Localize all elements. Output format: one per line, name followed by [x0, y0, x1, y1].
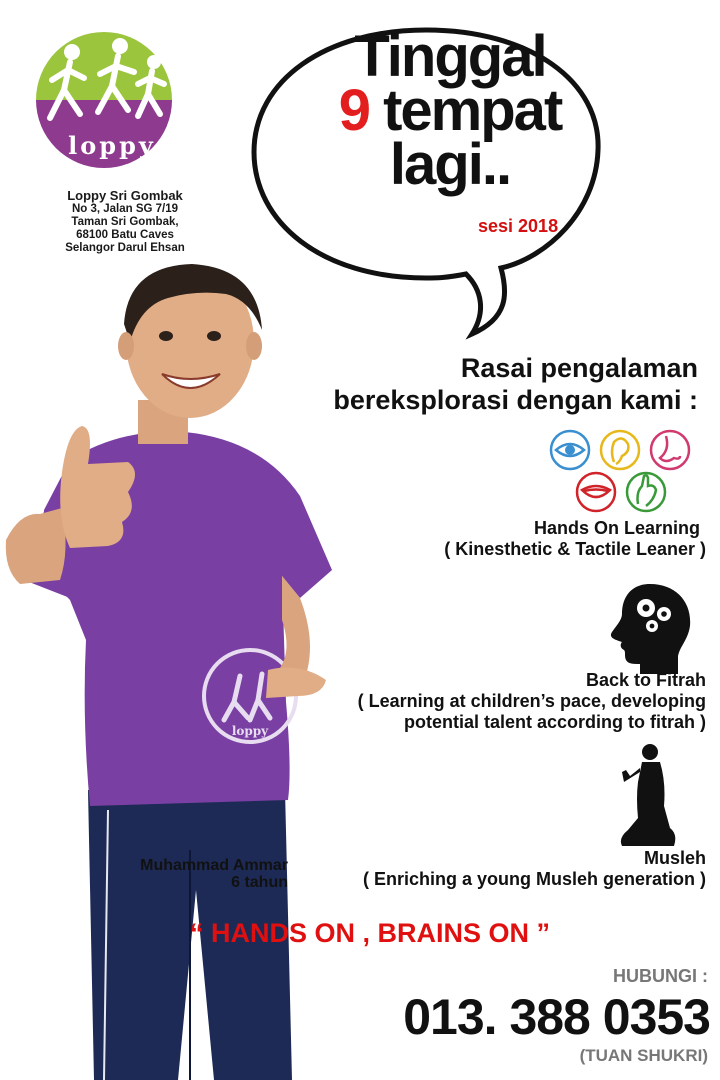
- places-word: tempat: [383, 78, 562, 143]
- phone-number[interactable]: 013. 388 0353: [403, 989, 710, 1045]
- bubble-line-1: Tinggal: [354, 24, 546, 89]
- address-line-3: 68100 Batu Caves: [76, 229, 174, 241]
- feature-title: Hands On Learning: [533, 518, 700, 538]
- child-caption: [104, 857, 288, 891]
- school-address: [40, 188, 210, 255]
- headline-line-2: bereksplorasi dengan kami :: [333, 385, 698, 415]
- shirt-logo-text: loppy: [231, 724, 269, 738]
- child-name: Muhammad Ammar: [140, 857, 288, 874]
- feature-description-line-1: ( Learning at children’s pace, developing: [357, 691, 706, 711]
- bubble-line-2: [300, 78, 600, 143]
- ear-icon: [601, 431, 639, 469]
- child-photo: [0, 250, 340, 1080]
- brain-gears-icon: [600, 580, 696, 676]
- headline-line-1: Rasai pengalaman: [460, 353, 698, 383]
- contact-label: HUBUNGI :: [613, 966, 708, 986]
- feature-title: Musleh: [643, 848, 706, 868]
- feature-hands-on-learning: [346, 518, 706, 560]
- session-label: sesi 2018: [478, 216, 559, 236]
- address-line-2: Taman Sri Gombak,: [71, 216, 179, 228]
- school-name: Loppy Sri Gombak: [67, 188, 183, 203]
- nose-icon: [651, 431, 689, 469]
- address-line-1: No 3, Jalan SG 7/19: [71, 203, 179, 215]
- loppy-logo: [24, 28, 184, 178]
- child-age: 6 tahun: [231, 874, 288, 891]
- places-left-count: 9: [338, 78, 369, 143]
- feature-description: ( Kinesthetic & Tactile Leaner ): [444, 539, 706, 559]
- slogan: “ HANDS ON , BRAINS ON ”: [189, 918, 551, 948]
- five-senses-icons: [548, 428, 708, 518]
- praying-man-icon: [608, 742, 680, 852]
- feature-description: ( Enriching a young Musleh generation ): [362, 869, 706, 889]
- feature-title: Back to Fitrah: [585, 670, 706, 690]
- contact-name: (TUAN SHUKRI): [579, 1046, 708, 1065]
- logo-wordmark: loppy: [68, 131, 156, 160]
- bubble-text: [300, 24, 600, 197]
- feature-description-line-2: potential talent according to fitrah ): [403, 712, 706, 732]
- bubble-line-3: lagi..: [389, 132, 511, 197]
- address-line-4: Selangor Darul Ehsan: [65, 242, 185, 254]
